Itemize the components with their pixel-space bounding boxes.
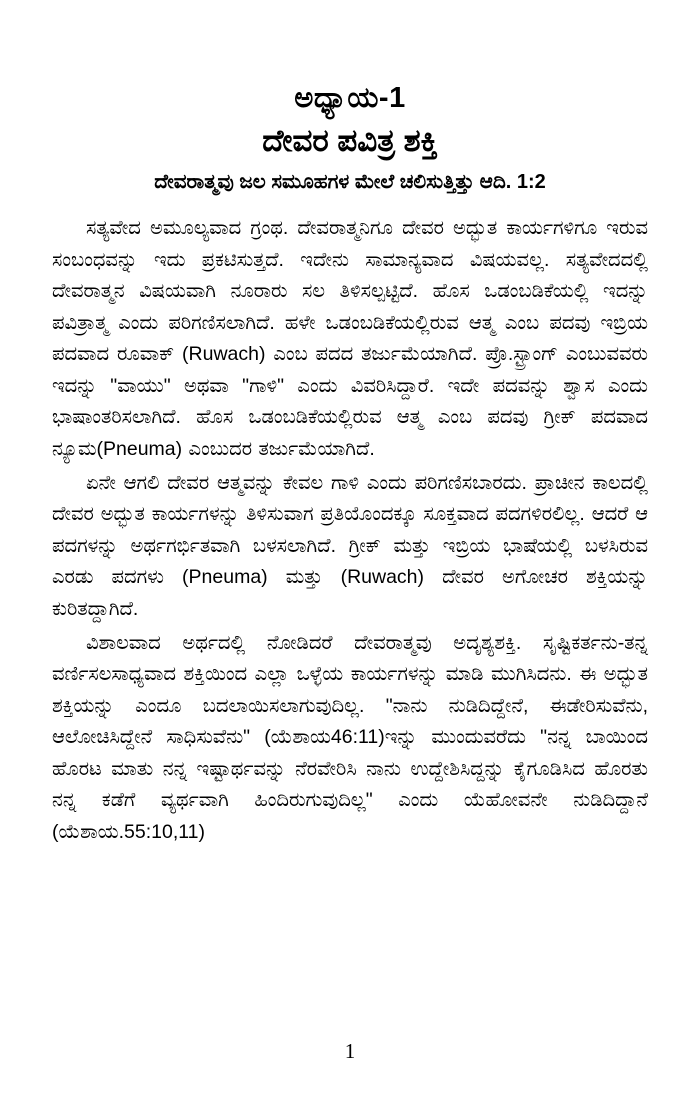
page-subtitle: ದೇವರಾತ್ಮವು ಜಲ ಸಮೂಹಗಳ ಮೇಲೆ ಚಲಿಸುತ್ತಿತ್ತು ಆದಿ. 1:2 bbox=[154, 171, 546, 193]
page-content bbox=[52, 58, 648, 1070]
page-number: 1 bbox=[344, 1039, 356, 1063]
body-paragraph: ಏನೇ ಆಗಲಿ ದೇವರ ಆತ್ಮವನ್ನು ಕೇವಲ ಗಾಳಿ ಎಂದು ಪರಿಗಣಿಸಬಾರದು. ಪ್ರಾಚೀನ ಕಾಲದಲ್ಲಿ ದೇವರ ಅದ್ಭುತ ಕಾರ್ಯಗಳನ್ನು ತಿಳಿಸುವಾಗ ಪ್ರತಿಯೊಂದಕ್ಕೂ ಸೂಕ್ತವಾದ ಪದಗಳಿರಲಿಲ್ಲ. ಆದರೆ ಆ ಪದಗಳನ್ನು ಅರ್ಥಗರ್ಭಿತವಾಗಿ ಬಳಸಲಾಗಿದೆ. ಗ್ರೀಕ್ ಮತ್ತು ಇಬ್ರಿಯ ಭಾಷೆಯಲ್ಲಿ ಬಳಸಿರುವ ಎರಡು ಪದಗಳು (Pneuma) ಮತ್ತು (Ruwach) ದೇವರ ಅಗೋಚರ ಶಕ್ತಿಯನ್ನು ಕುರಿತದ್ದಾಗಿದೆ. bbox=[52, 471, 648, 620]
page-title: ದೇವರ ಪವಿತ್ರ ಶಕ್ತಿ bbox=[262, 123, 438, 159]
body-paragraph: ಸತ್ಯವೇದ ಅಮೂಲ್ಯವಾದ ಗ್ರಂಥ. ದೇವರಾತ್ಮನಿಗೂ ದೇವರ ಅದ್ಭುತ ಕಾರ್ಯಗಳಿಗೂ ಇರುವ ಸಂಬಂಧವನ್ನು ಇದು ಪ್ರಕಟಿಸುತ್ತದೆ. ಇದೇನು ಸಾಮಾನ್ಯವಾದ ವಿಷಯವಲ್ಲ. ಸತ್ಯವೇದದಲ್ಲಿ ದೇವರಾತ್ಮನ ವಿಷಯವಾಗಿ ನೂರಾರು ಸಲ ತಿಳಿಸಲ್ಪಟ್ಟಿದೆ. ಹೊಸ ಒಡಂಬಡಿಕೆಯಲ್ಲಿ ಇದನ್ನು ಪವಿತ್ರಾತ್ಮ ಎಂದು ಪರಿಗಣಿಸಲಾಗಿದೆ. ಹಳೇ ಒಡಂಬಡಿಕೆಯಲ್ಲಿರುವ ಆತ್ಮ ಎಂಬ ಪದವು ಇಬ್ರಿಯ ಪದವಾದ ರೂವಾಕ್ (Ruwach) ಎಂಬ ಪದದ ತರ್ಜುಮೆಯಾಗಿದೆ. ಪ್ರೊ.ಸ್ಟ್ರಾಂಗ್ ಎಂಬುವವರು ಇದನ್ನು "ವಾಯು" ಅಥವಾ "ಗಾಳಿ" ಎಂದು ವಿವರಿಸಿದ್ದಾರೆ. ಇದೇ ಪದವನ್ನು ಶ್ವಾಸ ಎಂದು ಭಾಷಾಂತರಿಸಲಾಗಿದೆ. ಹೊಸ ಒಡಂಬಡಿಕೆಯಲ್ಲಿರುವ ಆತ್ಮ ಎಂಬ ಪದವು ಗ್ರೀಕ್ ಪದವಾದ ನ್ಯೂಮ(Pneuma) ಎಂಬುದರ ತರ್ಜುಮೆಯಾಗಿದೆ. bbox=[52, 217, 648, 461]
chapter-heading: ಅಧ್ಯಾಯ-1 bbox=[294, 82, 406, 114]
body-paragraph: ವಿಶಾಲವಾದ ಅರ್ಥದಲ್ಲಿ ನೋಡಿದರೆ ದೇವರಾತ್ಮವು ಅದೃಶ್ಯಶಕ್ತಿ. ಸೃಷ್ಟಿಕರ್ತನು-ತನ್ನ ವರ್ಣಿಸಲಸಾಧ್ಯವಾದ ಶಕ್ತಿಯಿಂದ ಎಲ್ಲಾ ಒಳ್ಳೆಯ ಕಾರ್ಯಗಳನ್ನು ಮಾಡಿ ಮುಗಿಸಿದನು. ಈ ಅದ್ಭುತ ಶಕ್ತಿಯನ್ನು ಎಂದೂ ಬದಲಾಯಿಸಲಾಗುವುದಿಲ್ಲ. "ನಾನು ನುಡಿದಿದ್ದೇನೆ, ಈಡೇರಿಸುವೆನು, ಆಲೋಚಿಸಿದ್ದೇನೆ ಸಾಧಿಸುವೆನು" (ಯೆಶಾಯ46:11)ಇನ್ನು ಮುಂದುವರೆದು "ನನ್ನ ಬಾಯಿಂದ ಹೊರಟ ಮಾತು ನನ್ನ ಇಷ್ಟಾರ್ಥವನ್ನು ನೆರವೇರಿಸಿ ನಾನು ಉದ್ದೇಶಿಸಿದ್ದನ್ನು ಕೈಗೂಡಿಸಿದ ಹೊರತು ನನ್ನ ಕಡೆಗೆ ವ್ಯರ್ಥವಾಗಿ ಹಿಂದಿರುಗುವುದಿಲ್ಲ" ಎಂದು ಯೆಹೋವನೇ ನುಡಿದಿದ್ದಾನೆ (ಯೆಶಾಯ.55:10,11) bbox=[52, 631, 648, 843]
